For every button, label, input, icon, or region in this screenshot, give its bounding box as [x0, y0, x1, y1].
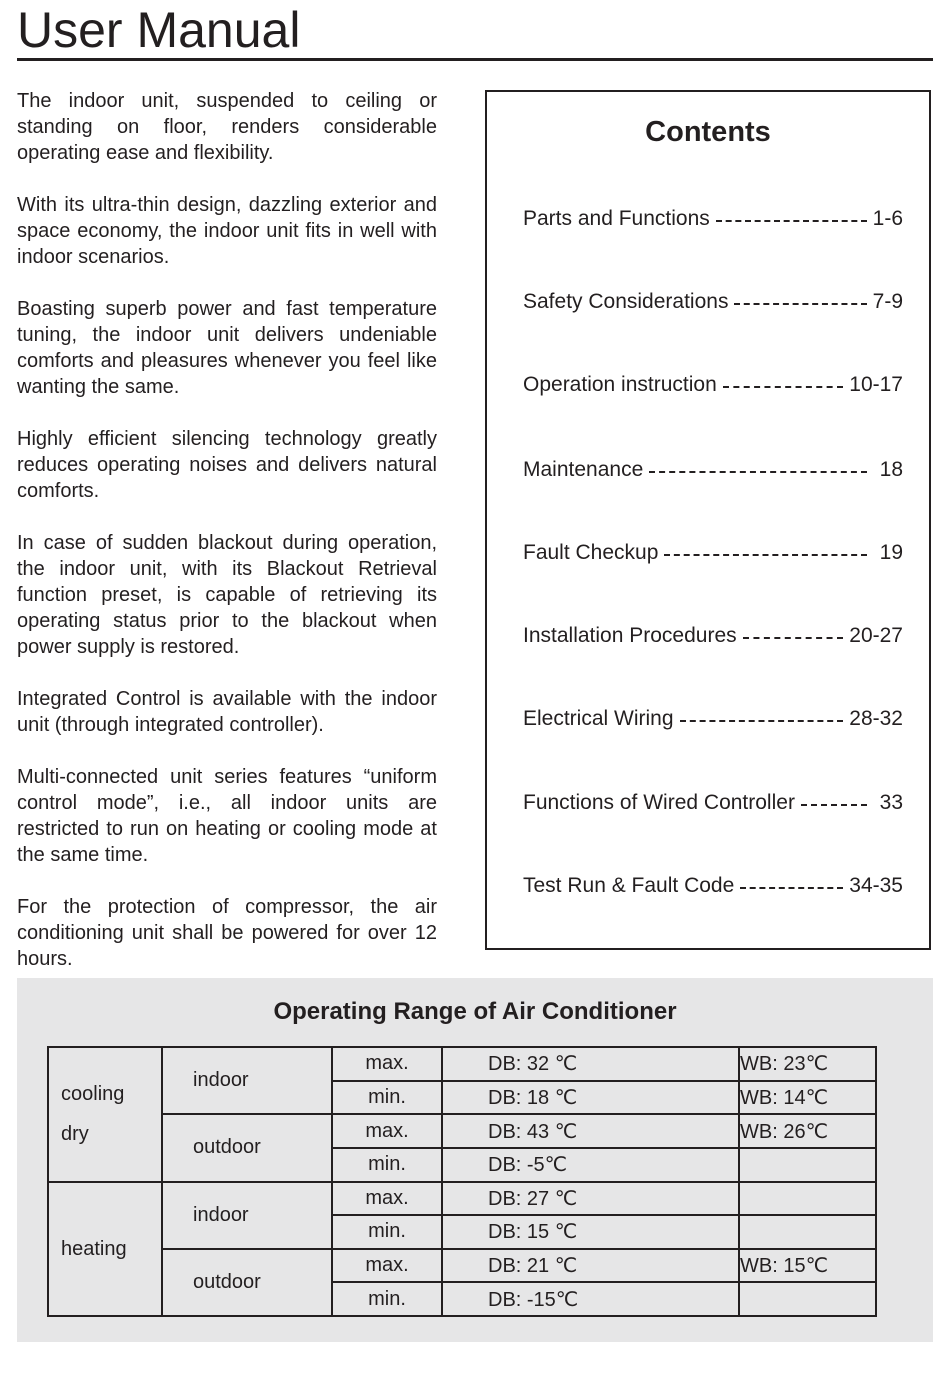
toc-page: 7-9	[872, 290, 903, 313]
toc-item-maintenance[interactable]	[523, 455, 903, 485]
intro-paragraph: Highly efficient silencing technology greatly reduces operating noises and delivers natural comforts.	[17, 428, 437, 502]
toc-item-test-run-and-fault-code[interactable]	[523, 871, 903, 901]
limit-cell: min.	[332, 1148, 442, 1182]
wb-value	[739, 1182, 876, 1216]
toc-page: 20-27	[849, 624, 903, 647]
toc-label: Test Run & Fault Code	[523, 874, 735, 897]
toc-page: 10-17	[849, 373, 903, 396]
intro-paragraph: In case of sudden blackout during operation, the indoor unit, with its Blackout Retrieval function preset, is capable of retrieving its operating status prior to the blackout when power supply is restored.	[17, 532, 437, 658]
location-cell: indoor	[162, 1047, 332, 1114]
wb-value: WB: 15℃	[739, 1249, 876, 1283]
mode-label-cooling: cooling	[61, 1083, 125, 1106]
toc-page: 1-6	[872, 207, 903, 230]
toc-label: Functions of Wired Controller	[523, 791, 795, 814]
toc-label: Safety Considerations	[523, 290, 729, 313]
limit-cell: min.	[332, 1215, 442, 1249]
wb-value	[739, 1282, 876, 1316]
limit-cell: max.	[332, 1114, 442, 1148]
toc-page: 19	[879, 541, 903, 564]
page-title: User Manual	[17, 2, 301, 58]
mode-cell-heating: heating	[48, 1182, 162, 1317]
toc-item-fault-checkup[interactable]	[523, 538, 903, 568]
toc-item-operation-instruction[interactable]	[523, 370, 903, 400]
title-divider	[17, 58, 933, 61]
toc-leader	[743, 637, 844, 639]
toc-leader	[723, 386, 844, 388]
intro-paragraph: Boasting superb power and fast temperature tuning, the indoor unit delivers undeniable comforts and pleasures whenever you feel like wanting the same.	[17, 298, 437, 398]
table-row	[48, 1249, 876, 1283]
toc-label: Parts and Functions	[523, 207, 710, 230]
intro-paragraph: With its ultra-thin design, dazzling exterior and space economy, the indoor unit fits in well with indoor scenarios.	[17, 194, 437, 268]
toc-label: Fault Checkup	[523, 541, 659, 564]
toc-leader	[680, 720, 844, 722]
toc-item-installation-procedures[interactable]	[523, 621, 903, 651]
intro-paragraph: For the protection of compressor, the air conditioning unit shall be powered for over 12 hours.	[17, 896, 437, 970]
db-value: DB: 27 ℃	[442, 1182, 739, 1216]
db-value: DB: -15℃	[442, 1282, 739, 1316]
table-row	[48, 1114, 876, 1148]
toc-label: Electrical Wiring	[523, 707, 674, 730]
wb-value	[739, 1148, 876, 1182]
operating-range-title: Operating Range of Air Conditioner	[273, 998, 677, 1025]
toc-item-electrical-wiring[interactable]	[523, 704, 903, 734]
table-row	[48, 1047, 876, 1081]
intro-paragraph: The indoor unit, suspended to ceiling or standing on floor, renders considerable operating ease and flexibility.	[17, 90, 437, 164]
limit-cell: max.	[332, 1249, 442, 1283]
wb-value: WB: 23℃	[739, 1047, 876, 1081]
toc-label: Maintenance	[523, 458, 644, 481]
db-value: DB: 18 ℃	[442, 1081, 739, 1115]
db-value: DB: 15 ℃	[442, 1215, 739, 1249]
db-value: DB: 43 ℃	[442, 1114, 739, 1148]
mode-cell-cooling-dry	[48, 1047, 162, 1182]
db-value: DB: -5℃	[442, 1148, 739, 1182]
wb-value: WB: 26℃	[739, 1114, 876, 1148]
toc-page: 18	[879, 458, 903, 481]
toc-leader	[740, 887, 843, 889]
toc-leader	[734, 303, 866, 305]
intro-paragraph: Multi-connected unit series features “uniform control mode”, i.e., all indoor units are restricted to run on heating or cooling mode at the same time.	[17, 766, 437, 866]
limit-cell: max.	[332, 1047, 442, 1081]
wb-value	[739, 1215, 876, 1249]
toc-label: Installation Procedures	[523, 624, 737, 647]
toc-page: 33	[879, 791, 903, 814]
operating-range-panel	[17, 978, 933, 1342]
limit-cell: min.	[332, 1282, 442, 1316]
db-value: DB: 32 ℃	[442, 1047, 739, 1081]
toc-page: 28-32	[849, 707, 903, 730]
toc-leader	[716, 220, 867, 222]
toc-leader	[664, 554, 867, 556]
mode-label-dry: dry	[61, 1123, 89, 1146]
toc-leader	[801, 804, 867, 806]
location-cell: outdoor	[162, 1249, 332, 1316]
toc-leader	[649, 471, 867, 473]
toc-item-parts-and-functions[interactable]	[523, 204, 903, 234]
table-row	[48, 1182, 876, 1216]
db-value: DB: 21 ℃	[442, 1249, 739, 1283]
toc-item-functions-of-wired-controller[interactable]	[523, 788, 903, 818]
intro-text	[17, 88, 437, 998]
limit-cell: min.	[332, 1081, 442, 1115]
wb-value: WB: 14℃	[739, 1081, 876, 1115]
location-cell: outdoor	[162, 1114, 332, 1181]
toc-label: Operation instruction	[523, 373, 717, 396]
intro-paragraph: Integrated Control is available with the indoor unit (through integrated controller).	[17, 688, 437, 736]
table-of-contents	[485, 90, 931, 950]
location-cell: indoor	[162, 1182, 332, 1249]
operating-range-table	[47, 1046, 877, 1317]
contents-title: Contents	[645, 116, 771, 148]
toc-item-safety-considerations[interactable]	[523, 287, 903, 317]
limit-cell: max.	[332, 1182, 442, 1216]
toc-page: 34-35	[849, 874, 903, 897]
